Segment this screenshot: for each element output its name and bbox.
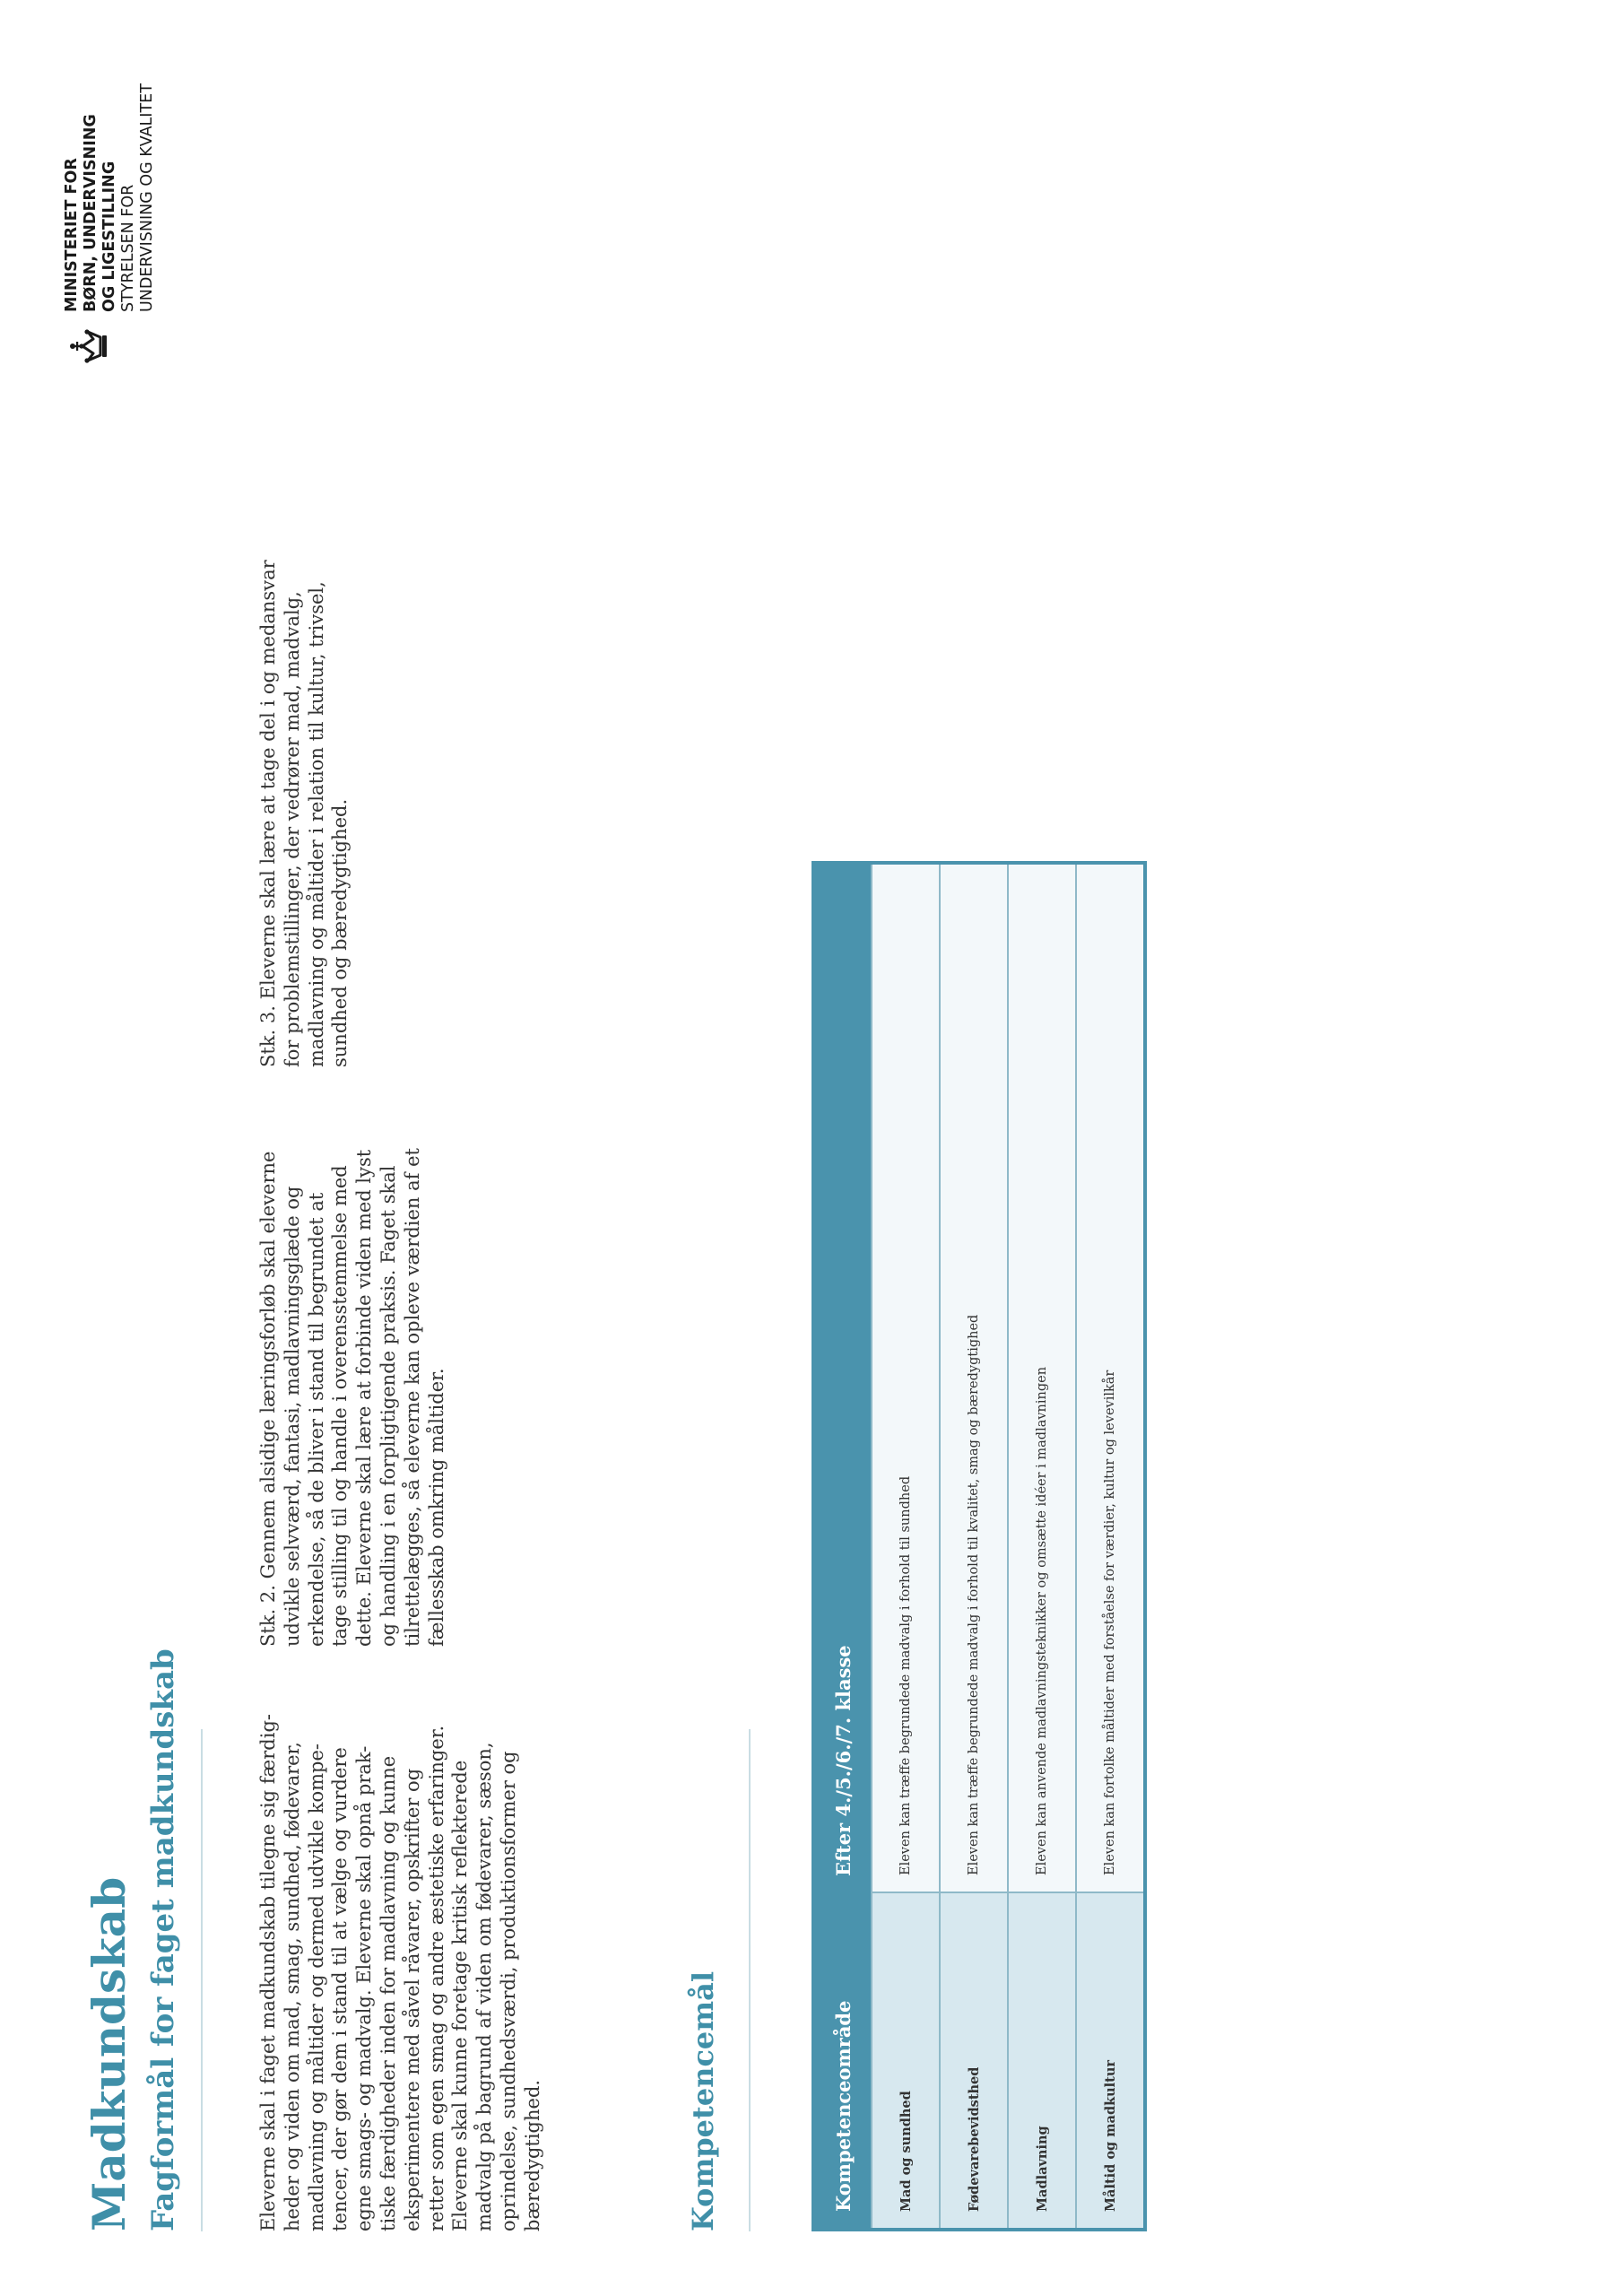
table-row	[1076, 863, 1145, 2230]
row-goal: Eleven kan træffe begrundede madvalg i forhold til sundhed	[872, 863, 940, 1892]
row-goal: Eleven kan træffe begrundede madvalg i forhold til kvalitet, smag og bæredygtighed	[940, 863, 1008, 1892]
ministry-logo	[63, 45, 206, 368]
logo-line-5: UNDERVISNING OG KVALITET	[138, 83, 156, 312]
page-title: Madkundskab	[82, 1876, 135, 2231]
competence-title: Kompetencemål	[686, 1970, 720, 2231]
logo-line-3: OG LIGESTILLING	[100, 161, 118, 312]
logo-line-4: STYRELSEN FOR	[119, 184, 137, 312]
row-goal: Eleven kan fortolke måltider med forståelse for værdier, kultur og levevilkår	[1076, 863, 1145, 1892]
table-header-row	[813, 863, 872, 2230]
title-divider	[201, 1729, 203, 2231]
row-goal: Eleven kan anvende madlavningsteknikker og omsætte idéer i madlavningen	[1008, 863, 1076, 1892]
header-competence-area: Kompetenceområde	[813, 1892, 872, 2230]
purpose-paragraph-2: Stk. 2. Gennem alsidige læringsforløb skal eleverne udvikle selvværd, fantasi, madlavningsglæde og erkendelse, så de bliver i stand til begrundet at tage stilling til og handle i overensstemmelse med dette. Eleverne skal lære at forbinde viden med lyst og handling i en forpligtigende praksis. Faget skal tilrettelægges, så eleverne kan opleve værdien af et fællesskab omkring måltider.	[257, 1148, 447, 1647]
header-grade-level: Efter 4./5./6./7. klasse	[813, 863, 872, 1892]
logo-line-2: BØRN, UNDERVISNING	[82, 114, 100, 312]
purpose-paragraph-1: Eleverne skal i faget madkundskab tilegne sig færdig- heder og viden om mad, smag, sundhed, fødevarer, madlavning og måltider og dermed udvikle kompe- tencer, der gør dem i stand til at vælge og vurdere egne smags- og madvalg. Eleverne skal opnå prak- tiske færdigheder inden for madlavning og kunne eksperimentere med såvel råvarer, opskrifter og retter som egen smag og andre æstetiske erfaringer. Eleverne skal kunne foretage kritisk reflekterede madvalg på bagrund af viden om fødevarer, sæson, oprindelse, sundhedsværdi, produktionsformer og bæredygtighed.	[257, 1714, 543, 2231]
row-area: Fødevarebevidsthed	[940, 1892, 1008, 2230]
table-row	[1008, 863, 1076, 2230]
crown-icon	[68, 325, 111, 368]
competence-table	[812, 861, 1147, 2231]
competence-divider	[749, 1729, 751, 2231]
row-area: Madlavning	[1008, 1892, 1076, 2230]
page-subtitle: Fagformål for faget madkundskab	[145, 1648, 181, 2231]
row-area: Måltid og madkultur	[1076, 1892, 1145, 2230]
purpose-paragraph-3: Stk. 3. Eleverne skal lære at tage del i og medansvar for problemstillinger, der vedrører mad, madvalg, madlavning og måltider i relation til kultur, trivsel, sundhed og bæredygtighed.	[257, 560, 352, 1067]
table-row	[872, 863, 940, 2230]
row-area: Mad og sundhed	[872, 1892, 940, 2230]
table-row	[940, 863, 1008, 2230]
logo-line-1: MINISTERIET FOR	[63, 158, 81, 312]
